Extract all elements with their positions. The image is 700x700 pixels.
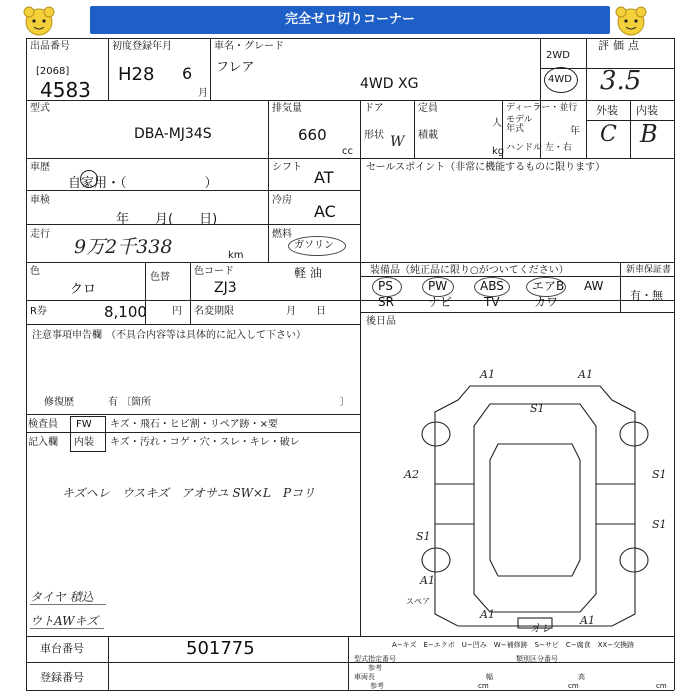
color-value: クロ <box>70 282 97 297</box>
abs-circle <box>474 277 510 297</box>
model-type-value: DBA-MJ34S <box>134 126 212 142</box>
history-label: 車歴 <box>30 162 50 173</box>
lot-label: 出品番号 <box>30 41 70 52</box>
reference-label: 参考 <box>370 682 384 690</box>
aircon-label: 冷房 <box>272 195 292 206</box>
mark-a1-bottom-right: A1 <box>580 614 595 627</box>
chassis-label: 車台番号 <box>40 642 84 655</box>
mark-a1-top-right: A1 <box>578 368 593 381</box>
new-warranty-value: 有・無 <box>630 289 663 302</box>
vehicle-length-label: 車両長 <box>354 673 375 681</box>
equip-tv: TV <box>484 295 500 309</box>
model-year-unit: 年 <box>570 126 580 137</box>
fw-label: FW <box>76 419 92 430</box>
cm-unit-3: cm <box>656 682 667 690</box>
mascot-right-icon <box>614 6 648 38</box>
handle-label: ハンドル 左・右 <box>506 143 572 153</box>
door-shape-label: 形状 <box>364 130 384 141</box>
interior-label: 内装 <box>636 104 658 117</box>
mark-s1-top: S1 <box>530 402 545 415</box>
fw-items: キズ・飛石・ヒビ割・リペア跡・×要 <box>110 419 278 430</box>
page-title: 完全ゼロ切りコーナー <box>90 6 610 34</box>
color-change-label: 色替 <box>150 272 170 283</box>
drive-4wd: 4WD <box>548 74 572 85</box>
door-label: ドア <box>364 103 384 114</box>
registration-number-label: 登録番号 <box>40 671 84 684</box>
name-label: 車名・グレード <box>214 41 284 52</box>
repair-value: 有 〔箇所 <box>108 397 152 408</box>
ps-circle <box>372 277 402 297</box>
equip-abs: ABS <box>480 279 504 293</box>
repair-end: 〕 <box>340 397 350 408</box>
capacity-label: 定員 <box>418 103 438 114</box>
equip-ps: PS <box>378 279 393 293</box>
interior-items: キズ・汚れ・コゲ・穴・スレ・キレ・破レ <box>110 437 300 448</box>
later-items-label: 後日品 <box>366 316 396 327</box>
cm-unit-2: cm <box>568 682 579 690</box>
cm-unit-1: cm <box>478 682 489 690</box>
registration-month-unit: 月 <box>198 88 208 99</box>
airbag-circle <box>526 277 566 297</box>
equip-navi: ナビ <box>428 295 453 309</box>
mark-s1-left: S1 <box>416 530 431 543</box>
displacement-value: 660 <box>298 126 327 144</box>
model-type-label: 型式 <box>30 103 50 114</box>
lot-sub-number: [2068] <box>36 66 70 77</box>
pw-circle <box>422 277 454 297</box>
remarks-line2: タイヤ 積込 <box>30 590 94 604</box>
mileage-unit: km <box>228 250 244 261</box>
equip-leather: カワ <box>534 295 559 309</box>
interior-score: B <box>640 120 658 148</box>
class-number-label: 類別区分番号 <box>516 655 558 663</box>
chassis-value: 501775 <box>186 638 255 659</box>
color-code-value: ZJ3 <box>214 280 237 296</box>
price-label: R券 <box>30 306 47 317</box>
mascot-left-icon <box>22 6 56 38</box>
inspector-label: 検査員 <box>28 419 58 430</box>
model-year-label: モデル 年式 <box>506 115 533 134</box>
remarks-line1: キズヘレ ウスキズ アオサユ SW×L Pコリ <box>62 486 316 500</box>
mark-a1-bottom: A1 <box>480 608 495 621</box>
color-label: 色 <box>30 266 40 277</box>
height-label: 高 <box>578 673 585 681</box>
equip-sr: SR <box>378 295 394 309</box>
fuel-diesel: 軽 油 <box>294 266 322 280</box>
load-label: 積載 <box>418 130 438 141</box>
price-unit: 円 <box>172 306 182 317</box>
color-code-label: 色コード <box>194 266 234 277</box>
load-unit: kg <box>492 146 505 157</box>
lot-number: 4583 <box>40 78 91 102</box>
record-label: 記入欄 <box>28 437 58 448</box>
registration-year: H28 <box>118 64 155 85</box>
mark-oreno: オレ <box>530 622 552 635</box>
equipment-label: 装備品（純正品に限り○がついてください） <box>370 265 569 276</box>
car-grade: 4WD XG <box>360 76 419 92</box>
remarks-line3: ウトAWキズ <box>30 614 99 628</box>
damage-legend: A−キズ E−エクボ U−凹み W−補修跡 S−サビ C−腐食 XX−交換跡 <box>392 641 635 649</box>
fuel-label: 燃料 <box>272 229 292 240</box>
capacity-unit: 人 <box>492 118 502 129</box>
registration-label: 初度登録年月 <box>112 41 172 52</box>
price-value: 8,100 <box>104 303 147 321</box>
equip-pw: PW <box>428 279 448 293</box>
fuel-gasoline: ガソリン <box>294 240 334 251</box>
displacement-label: 排気量 <box>272 103 302 114</box>
mark-s1-right1: S1 <box>652 468 667 481</box>
exterior-label: 外装 <box>596 104 618 117</box>
repair-label: 修復歴 <box>44 397 74 408</box>
mileage-label: 走行 <box>30 229 50 240</box>
displacement-unit: cc <box>342 146 353 157</box>
model-spec-label: 型式指定番号 <box>354 655 396 663</box>
score-label: 評価点 <box>598 39 643 52</box>
score-value: 3.5 <box>600 66 642 96</box>
meigi-value: 月 日 <box>286 306 326 317</box>
shift-value: AT <box>314 168 334 187</box>
door-shape-value: W <box>390 134 405 150</box>
history-value: 自家用・（ ） <box>68 176 218 191</box>
equip-airbag: エアB <box>532 279 565 293</box>
equip-aw: AW <box>584 279 604 293</box>
drive-2wd: 2WD <box>546 50 570 61</box>
registration-month: 6 <box>182 64 193 83</box>
mileage-value: 9万2千338 <box>74 236 173 258</box>
inspection-label: 車検 <box>30 195 50 206</box>
interior-box-label: 内装 <box>74 437 94 448</box>
sales-point-label: セールスポイント（非常に機能するものに限ります） <box>366 162 606 173</box>
mark-a2: A2 <box>404 468 419 481</box>
exterior-score: C <box>600 122 617 147</box>
private-use-circle <box>80 170 98 188</box>
mark-s1-right2: S1 <box>652 518 667 531</box>
dealer-label: ディーラー・並行 <box>506 103 578 113</box>
width-label: 幅 <box>486 673 493 681</box>
new-warranty-label: 新車保証書 <box>626 265 672 275</box>
car-model: フレア <box>216 60 255 75</box>
mark-a1-top-left: A1 <box>480 368 495 381</box>
spare-label: スペア <box>406 597 430 606</box>
notes-label: 注意事項申告欄 （不具合内容等は具体的に記入して下さい） <box>32 330 306 341</box>
meigi-label: 名変期限 <box>194 306 234 317</box>
aircon-value: AC <box>314 202 336 221</box>
mark-a1-left: A1 <box>420 574 435 587</box>
model-spec-ref: 参考 <box>368 664 382 672</box>
shift-label: シフト <box>272 162 302 173</box>
inspection-value: 年 月( 日) <box>116 212 218 227</box>
